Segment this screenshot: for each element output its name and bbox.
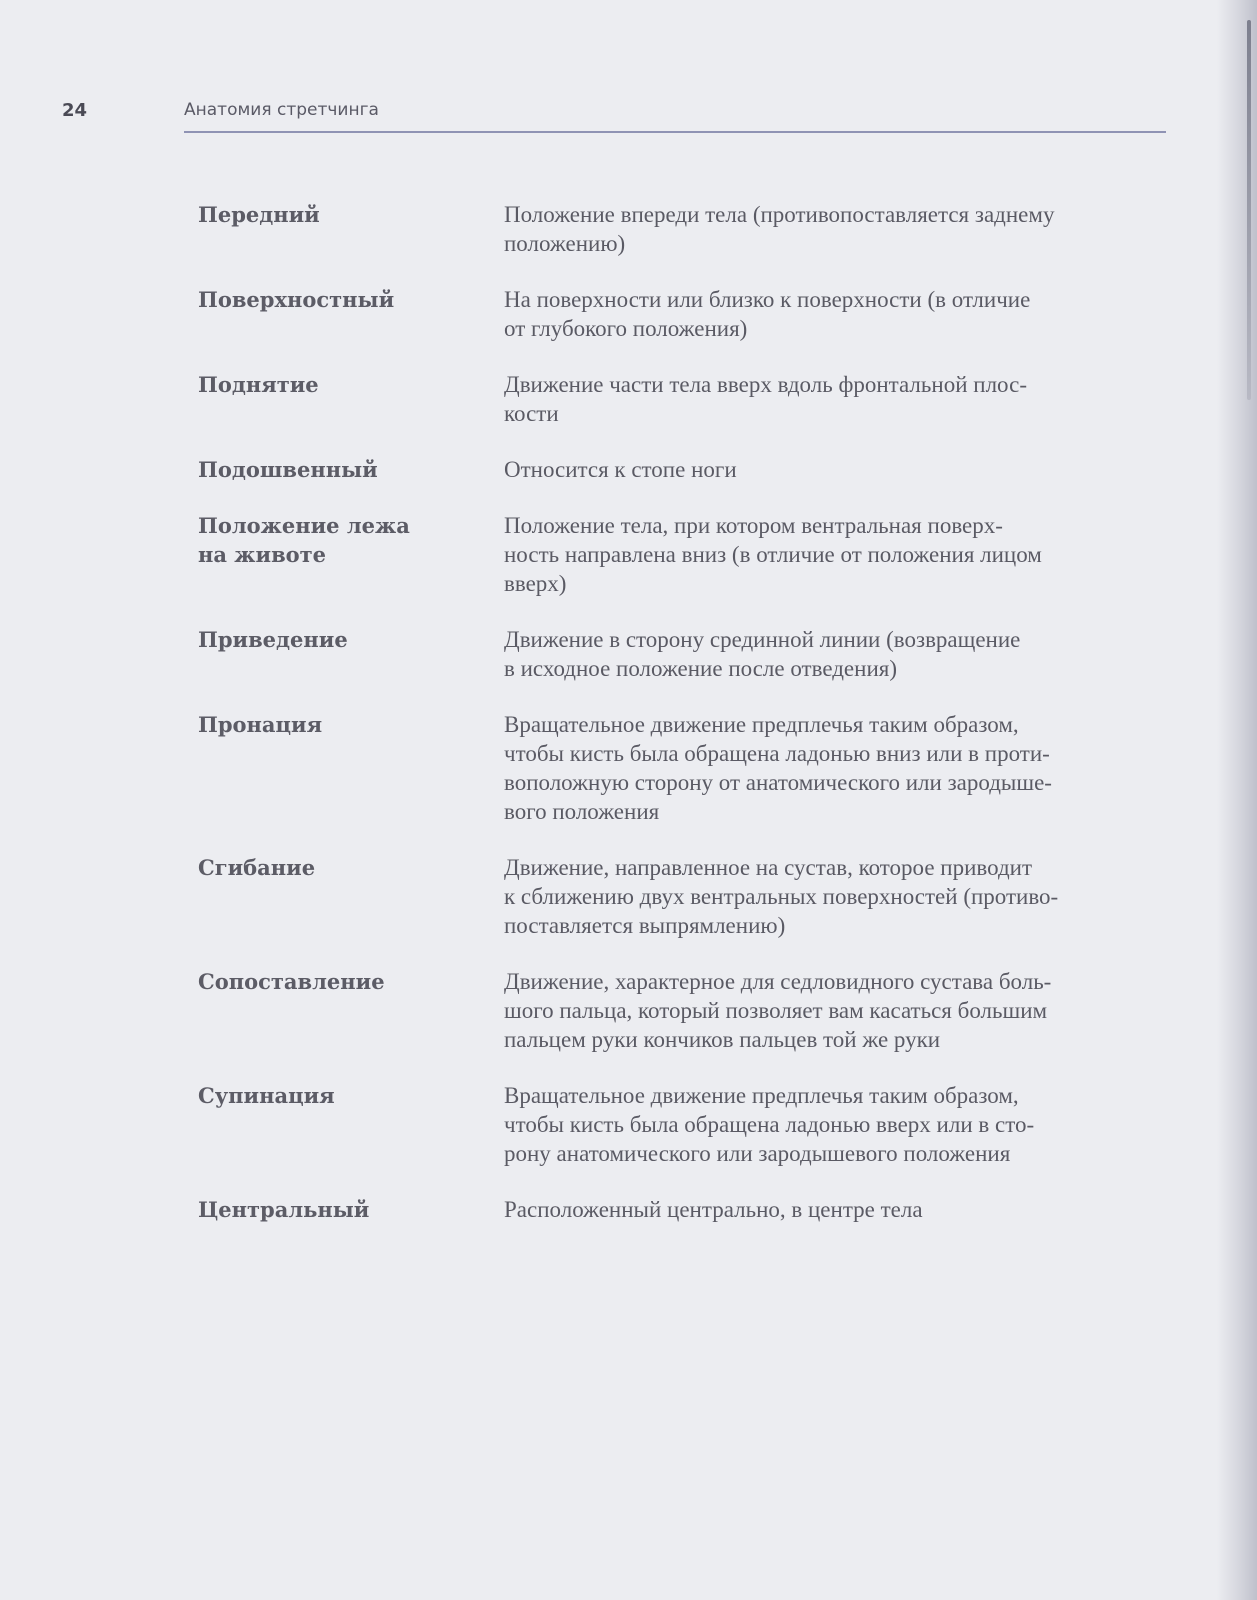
glossary-list — [198, 200, 1158, 1251]
glossary-definition: Движение, характерное для седловидного сустава боль- шого пальца, который позволяет вам касаться большим пальцем руки кончиков пальцев той же руки — [504, 969, 1052, 1052]
glossary-term: Подошвенный — [198, 457, 378, 482]
glossary-definition: Движение в сторону срединной линии (возвращение в исходное положение после отведения) — [504, 627, 1021, 681]
glossary-entry — [198, 370, 1158, 428]
glossary-definition: Движение, направленное на сустав, которое приводит к сближению двух вентральных поверхностей (противо- поставляется выпрямлению) — [504, 855, 1059, 938]
glossary-definition: Движение части тела вверх вдоль фронтальной плос- кости — [504, 372, 1027, 426]
running-head — [0, 96, 1257, 136]
glossary-entry — [198, 967, 1158, 1054]
glossary-definition: Вращательное движение предплечья таким образом, чтобы кисть была обращена ладонью вниз или в проти- воположную сторону от анатомического или зародыше- вого положения — [504, 712, 1052, 824]
glossary-term: Положение лежа на животе — [198, 513, 410, 567]
page-edge-shadow — [1217, 0, 1257, 1600]
page-edge-mark — [1247, 20, 1251, 400]
page-number: 24 — [62, 100, 88, 121]
glossary-term: Поднятие — [198, 372, 319, 397]
glossary-term: Пронация — [198, 712, 323, 737]
glossary-entry — [198, 853, 1158, 940]
glossary-entry — [198, 511, 1158, 598]
glossary-entry — [198, 455, 1158, 484]
glossary-entry — [198, 1081, 1158, 1168]
running-head-title: Анатомия стретчинга — [184, 100, 379, 120]
glossary-definition: Относится к стопе ноги — [504, 457, 737, 482]
glossary-definition: Вращательное движение предплечья таким образом, чтобы кисть была обращена ладонью вверх или в сто- рону анатомического или зародышевого положения — [504, 1083, 1035, 1166]
glossary-term: Сгибание — [198, 855, 316, 880]
glossary-term: Передний — [198, 202, 320, 227]
glossary-term: Поверхностный — [198, 287, 395, 312]
glossary-definition: Положение впереди тела (противопоставляется заднему положению) — [504, 202, 1055, 256]
glossary-entry — [198, 1195, 1158, 1224]
glossary-entry — [198, 285, 1158, 343]
glossary-definition: Расположенный центрально, в центре тела — [504, 1197, 923, 1222]
glossary-entry — [198, 200, 1158, 258]
glossary-entry — [198, 710, 1158, 826]
glossary-term: Супинация — [198, 1083, 335, 1108]
glossary-term: Центральный — [198, 1197, 370, 1222]
glossary-definition: Положение тела, при котором вентральная поверх- ность направлена вниз (в отличие от положения лицом вверх) — [504, 513, 1042, 596]
glossary-entry — [198, 625, 1158, 683]
header-rule — [184, 131, 1166, 133]
glossary-term: Приведение — [198, 627, 348, 652]
glossary-term: Сопоставление — [198, 969, 385, 994]
glossary-definition: На поверхности или близко к поверхности (в отличие от глубокого положения) — [504, 287, 1031, 341]
